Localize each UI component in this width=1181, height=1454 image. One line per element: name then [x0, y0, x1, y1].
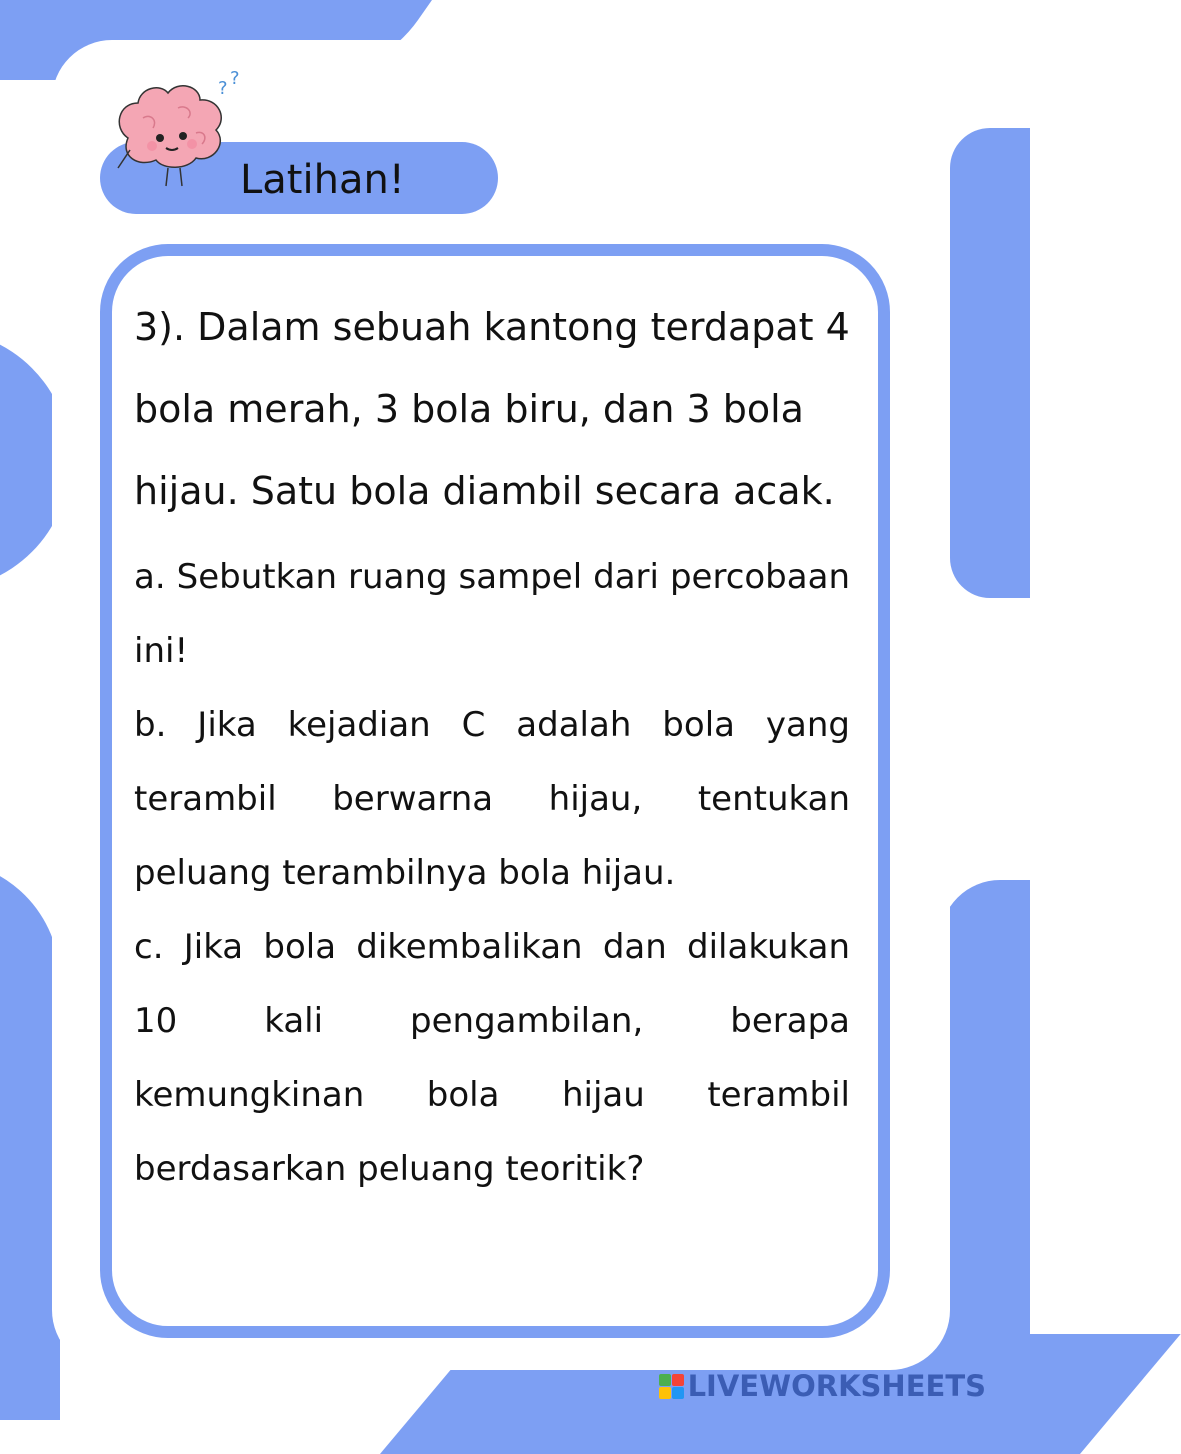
question-item-a: a. Sebutkan ruang sampel dari percobaan ini!	[134, 557, 850, 671]
brain-thinking-icon	[108, 68, 238, 198]
logo-text: LIVEWORKSHEETS	[687, 1369, 986, 1403]
question-item-b: b. Jika kejadian C adalah bola yang terambil berwarna hijau, tentukan peluang terambilnya bola hijau.	[134, 705, 850, 893]
question-text: 3). Dalam sebuah kantong terdapat 4 bola merah, 3 bola biru, dan 3 bola hijau. Satu bola diambil secara acak.	[134, 305, 850, 513]
background-shape	[940, 880, 1030, 1340]
svg-text:?: ?	[230, 68, 240, 89]
logo-icon	[659, 1374, 684, 1399]
page-title: Latihan!	[240, 157, 405, 203]
svg-text:?: ?	[218, 78, 228, 99]
liveworksheets-logo[interactable]	[659, 1366, 986, 1406]
background-shape	[950, 128, 1030, 598]
question-item-c: c. Jika bola dikembalikan dan dilakukan 10 kali pengambilan, berapa kemungkinan bola hijau terambil berdasarkan peluang teoritik?	[134, 927, 850, 1189]
background-shape	[0, 860, 60, 1420]
